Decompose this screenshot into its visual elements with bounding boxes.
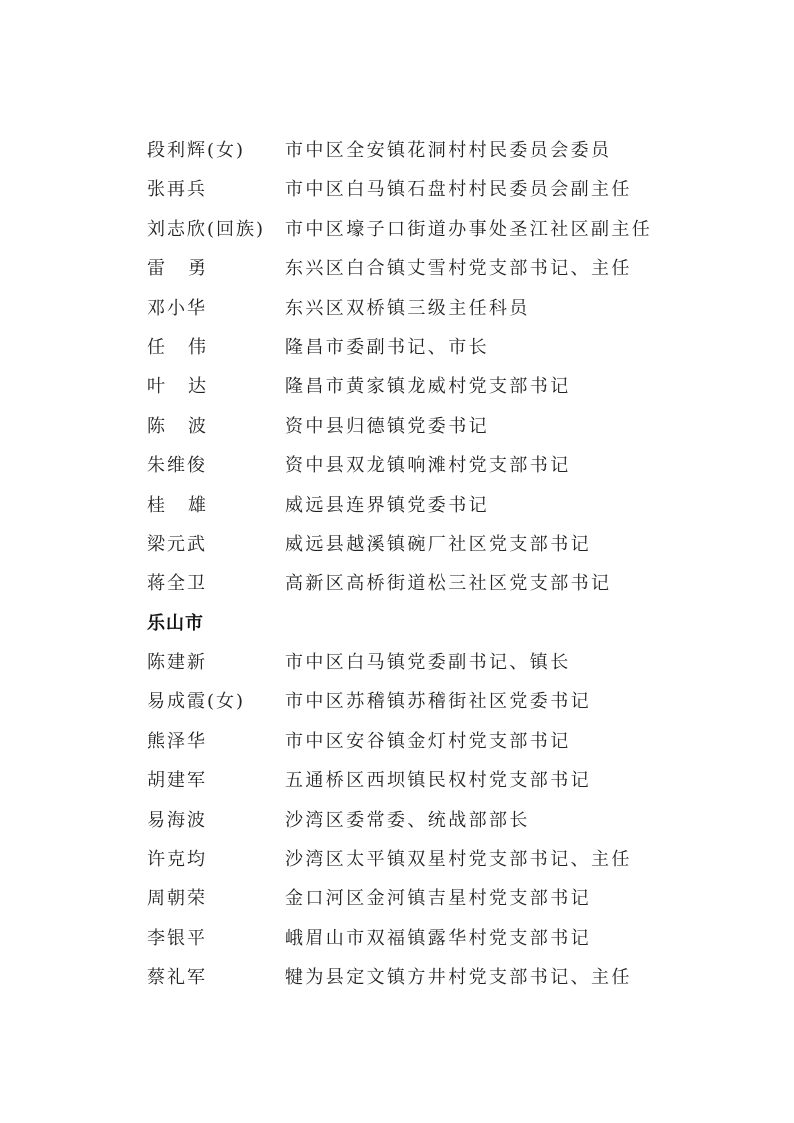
list-item [147, 801, 747, 840]
list-item [147, 879, 747, 918]
person-name: 李银平 [147, 927, 207, 949]
person-name: 邓小华 [147, 297, 207, 319]
person-role: 沙湾区太平镇双星村党支部书记、主任 [285, 849, 632, 871]
person-role: 金口河区金河镇吉星村党支部书记 [285, 888, 591, 910]
person-role: 市中区全安镇花洞村村民委员会委员 [285, 140, 612, 161]
person-role: 资中县归德镇党委书记 [285, 415, 489, 437]
person-name: 易海波 [147, 809, 207, 831]
person-name: 胡建军 [147, 770, 207, 792]
person-role: 东兴区白合镇丈雪村党支部书记、主任 [285, 258, 632, 280]
person-role: 市中区安谷镇金灯村党支部书记 [285, 730, 571, 752]
person-role: 沙湾区委常委、统战部部长 [285, 809, 530, 831]
person-role: 市中区白马镇党委副书记、镇长 [285, 652, 571, 674]
list-item [147, 446, 747, 485]
person-role: 五通桥区西坝镇民权村党支部书记 [285, 770, 591, 792]
person-role: 隆昌市黄家镇龙威村党支部书记 [285, 376, 571, 398]
list-item [147, 289, 747, 328]
name-list [147, 131, 747, 998]
person-role: 威远县越溪镇碗厂社区党支部书记 [285, 533, 591, 555]
person-role: 市中区壕子口街道办事处圣江社区副主任 [285, 218, 653, 240]
person-role: 威远县连界镇党委书记 [285, 494, 489, 516]
person-name: 陈波 [147, 415, 229, 437]
person-role: 犍为县定文镇方井村党支部书记、主任 [285, 967, 632, 989]
person-name: 熊泽华 [147, 730, 207, 752]
person-name: 任伟 [147, 336, 229, 358]
list-item [147, 328, 747, 367]
list-item [147, 210, 747, 249]
person-name: 陈建新 [147, 652, 207, 674]
list-item [147, 761, 747, 800]
list-item [147, 958, 747, 997]
person-name: 桂雄 [147, 494, 229, 516]
person-role: 高新区高桥街道松三社区党支部书记 [285, 573, 612, 595]
person-role: 隆昌市委副书记、市长 [285, 336, 489, 358]
person-role: 资中县双龙镇响滩村党支部书记 [285, 455, 571, 477]
person-name: 张再兵 [147, 179, 207, 201]
list-item [147, 564, 747, 603]
list-item [147, 840, 747, 879]
list-item [147, 131, 747, 170]
person-name: 蔡礼军 [147, 967, 207, 989]
person-name: 周朝荣 [147, 888, 207, 910]
person-name: 段利辉(女) [147, 140, 246, 161]
person-role: 市中区白马镇石盘村村民委员会副主任 [285, 179, 632, 201]
list-item [147, 722, 747, 761]
person-role: 峨眉山市双福镇露华村党支部书记 [285, 927, 591, 949]
person-name: 刘志欣(回族) [147, 218, 266, 240]
list-item [147, 249, 747, 288]
list-item [147, 367, 747, 406]
list-item [147, 525, 747, 564]
person-name: 叶达 [147, 376, 229, 398]
list-item [147, 407, 747, 446]
person-name: 梁元武 [147, 533, 207, 555]
person-name: 易成霞(女) [147, 691, 246, 713]
person-role: 市中区苏稽镇苏稽街社区党委书记 [285, 691, 591, 713]
list-item [147, 486, 747, 525]
list-item [147, 682, 747, 721]
section-heading: 乐山市 [147, 612, 204, 634]
list-item [147, 643, 747, 682]
person-name: 雷勇 [147, 258, 229, 280]
list-item [147, 919, 747, 958]
person-role: 东兴区双桥镇三级主任科员 [285, 297, 530, 319]
person-name: 蒋全卫 [147, 573, 207, 595]
person-name: 许克均 [147, 849, 207, 871]
person-name: 朱维俊 [147, 455, 207, 477]
list-item [147, 170, 747, 209]
